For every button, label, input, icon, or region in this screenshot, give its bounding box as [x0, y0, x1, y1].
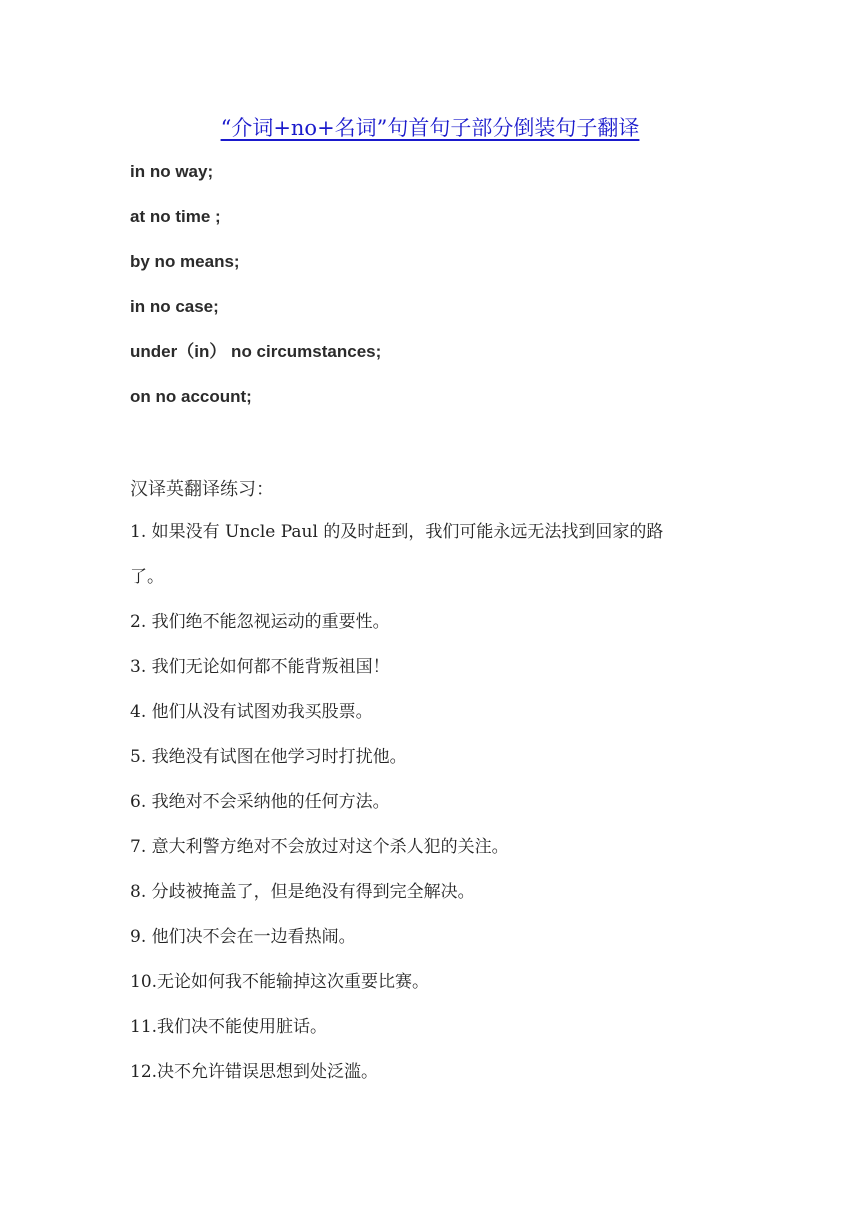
exercise-item: 6. 我绝对不会采纳他的任何方法。	[130, 792, 390, 812]
exercise-item: 4. 他们从没有试图劝我买股票。	[130, 702, 373, 722]
phrase-item: by no means;	[130, 252, 240, 271]
exercise-item: 7. 意大利警方绝对不会放过对这个杀人犯的关注。	[130, 837, 509, 857]
phrase-item: on no account;	[130, 387, 252, 406]
section-heading: 汉译英翻译练习：	[130, 479, 274, 500]
phrase-item: in no way;	[130, 162, 214, 181]
exercise-item: 3. 我们无论如何都不能背叛祖国！	[130, 657, 390, 677]
phrase-item: at no time ;	[130, 207, 221, 226]
exercise-item: 10.无论如何我不能输掉这次重要比赛。	[130, 972, 430, 992]
exercise-item: 12.决不允许错误思想到处泛滥。	[130, 1062, 379, 1082]
exercise-item: 5. 我绝没有试图在他学习时打扰他。	[130, 747, 407, 767]
phrase-item: in no case;	[130, 297, 219, 316]
exercise-item: 2. 我们绝不能忽视运动的重要性。	[130, 612, 390, 632]
exercise-item: 11.我们决不能使用脏话。	[130, 1017, 328, 1037]
exercise-item: 1. 如果没有 Uncle Paul 的及时赶到，我们可能永远无法找到回家的路	[130, 522, 664, 542]
phrase-item: under（in） no circumstances;	[130, 342, 382, 361]
exercise-item: 8. 分歧被掩盖了，但是绝没有得到完全解决。	[130, 882, 475, 902]
document-title[interactable]: “介词+no+名词”句首句子部分倒装句子翻译	[220, 116, 640, 140]
exercise-item: 9. 他们决不会在一边看热闹。	[130, 927, 356, 947]
exercise-item-continuation: 了。	[130, 567, 164, 587]
